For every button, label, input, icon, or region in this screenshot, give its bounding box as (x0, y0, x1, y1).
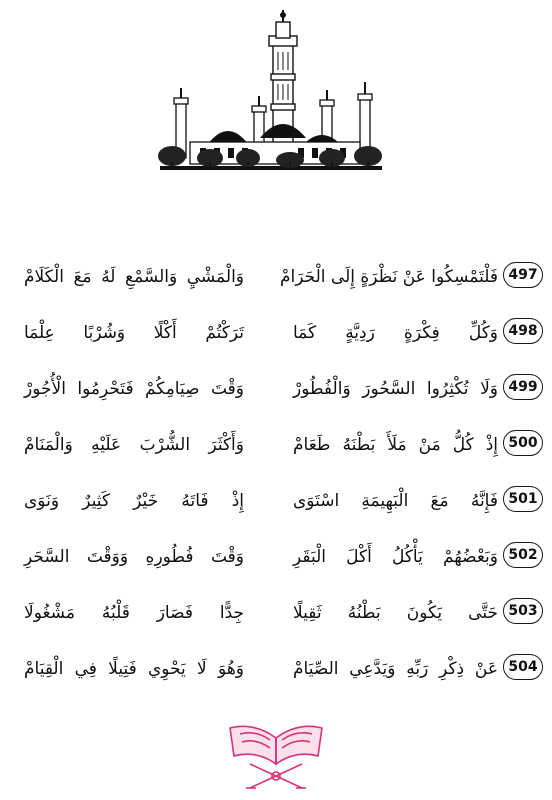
verse-number-badge: 501 (503, 486, 543, 512)
verse-second-hemistich: وَأَكْثَرَ الشُّرْبَ عَلَيْهِ وَالْمَنَامْ (24, 435, 244, 455)
verse-row (0, 542, 552, 598)
verse-row (0, 486, 552, 542)
verse-first-hemistich: إِذْ كُلُّ مَنْ مَلَأَ بَطْنَهُ طَعَامْ (293, 435, 498, 455)
verse-row (0, 318, 552, 374)
verse-row (0, 374, 552, 430)
verse-row (0, 598, 552, 654)
verse-number-badge: 500 (503, 430, 543, 456)
verse-row (0, 430, 552, 486)
verse-row (0, 262, 552, 318)
verse-first-hemistich: فَإِنَّهُ مَعَ الْبَهِيمَةِ اسْتَوَى (293, 491, 498, 511)
verse-number-badge: 502 (503, 542, 543, 568)
book-stand-ornament (220, 708, 332, 792)
verse-second-hemistich: وَالْمَشْيِ وَالسَّمْعِ لَهُ مَعَ الْكَلَامْ (24, 267, 244, 287)
verse-number-badge: 504 (503, 654, 543, 680)
verse-number-badge: 499 (503, 374, 543, 400)
verse-second-hemistich: وَقْتَ فُطُورِهِ وَوَقْتَ السَّحَرِ (24, 547, 244, 567)
verse-row (0, 654, 552, 710)
verse-second-hemistich: تَرَكْتُمْ أَكْلًا وَشُرْبًا عِلْمَا (24, 323, 244, 343)
verse-list (0, 262, 552, 710)
verse-number-badge: 497 (503, 262, 543, 288)
verse-first-hemistich: فَلْتَمْسِكُوا عَنْ نَظْرَةٍ إِلَى الْحَرَامْ (279, 267, 498, 287)
verse-first-hemistich: عَنْ ذِكْرِ رَبِّهِ وَيَدَّعِي الصِّيَامْ (293, 659, 498, 679)
verse-second-hemistich: إِذْ فَاتَهُ خَيْرٌ كَثِيرٌ وَنَوَى (24, 491, 244, 511)
verse-second-hemistich: وَهُوَ لَا يَحْوِي فَتِيلًا فِي الْقِيَامْ (24, 659, 244, 679)
verse-second-hemistich: وَقْتَ صِيَامِكُمْ فَتَحْرِمُوا الْأُجُورْ (24, 379, 244, 399)
mosque-illustration (150, 6, 390, 184)
verse-first-hemistich: وَكُلِّ فِكْرَةٍ رَدِيَّةٍ كَمَا (293, 323, 498, 343)
verse-number-badge: 498 (503, 318, 543, 344)
verse-first-hemistich: وَلَا تُكْثِرُوا السَّحُورَ وَالْفُطُورْ (293, 379, 498, 399)
verse-first-hemistich: وَبَعْضُهُمْ يَأْكُلُ أَكْلَ الْبَقَرِ (293, 547, 498, 567)
verse-number-badge: 503 (503, 598, 543, 624)
verse-first-hemistich: حَتَّى يَكُونَ بَطْنُهُ ثَقِيلًا (293, 603, 498, 623)
verse-second-hemistich: جِدًّا فَصَارَ قَلْبُهُ مَشْغُولَا (24, 603, 244, 623)
